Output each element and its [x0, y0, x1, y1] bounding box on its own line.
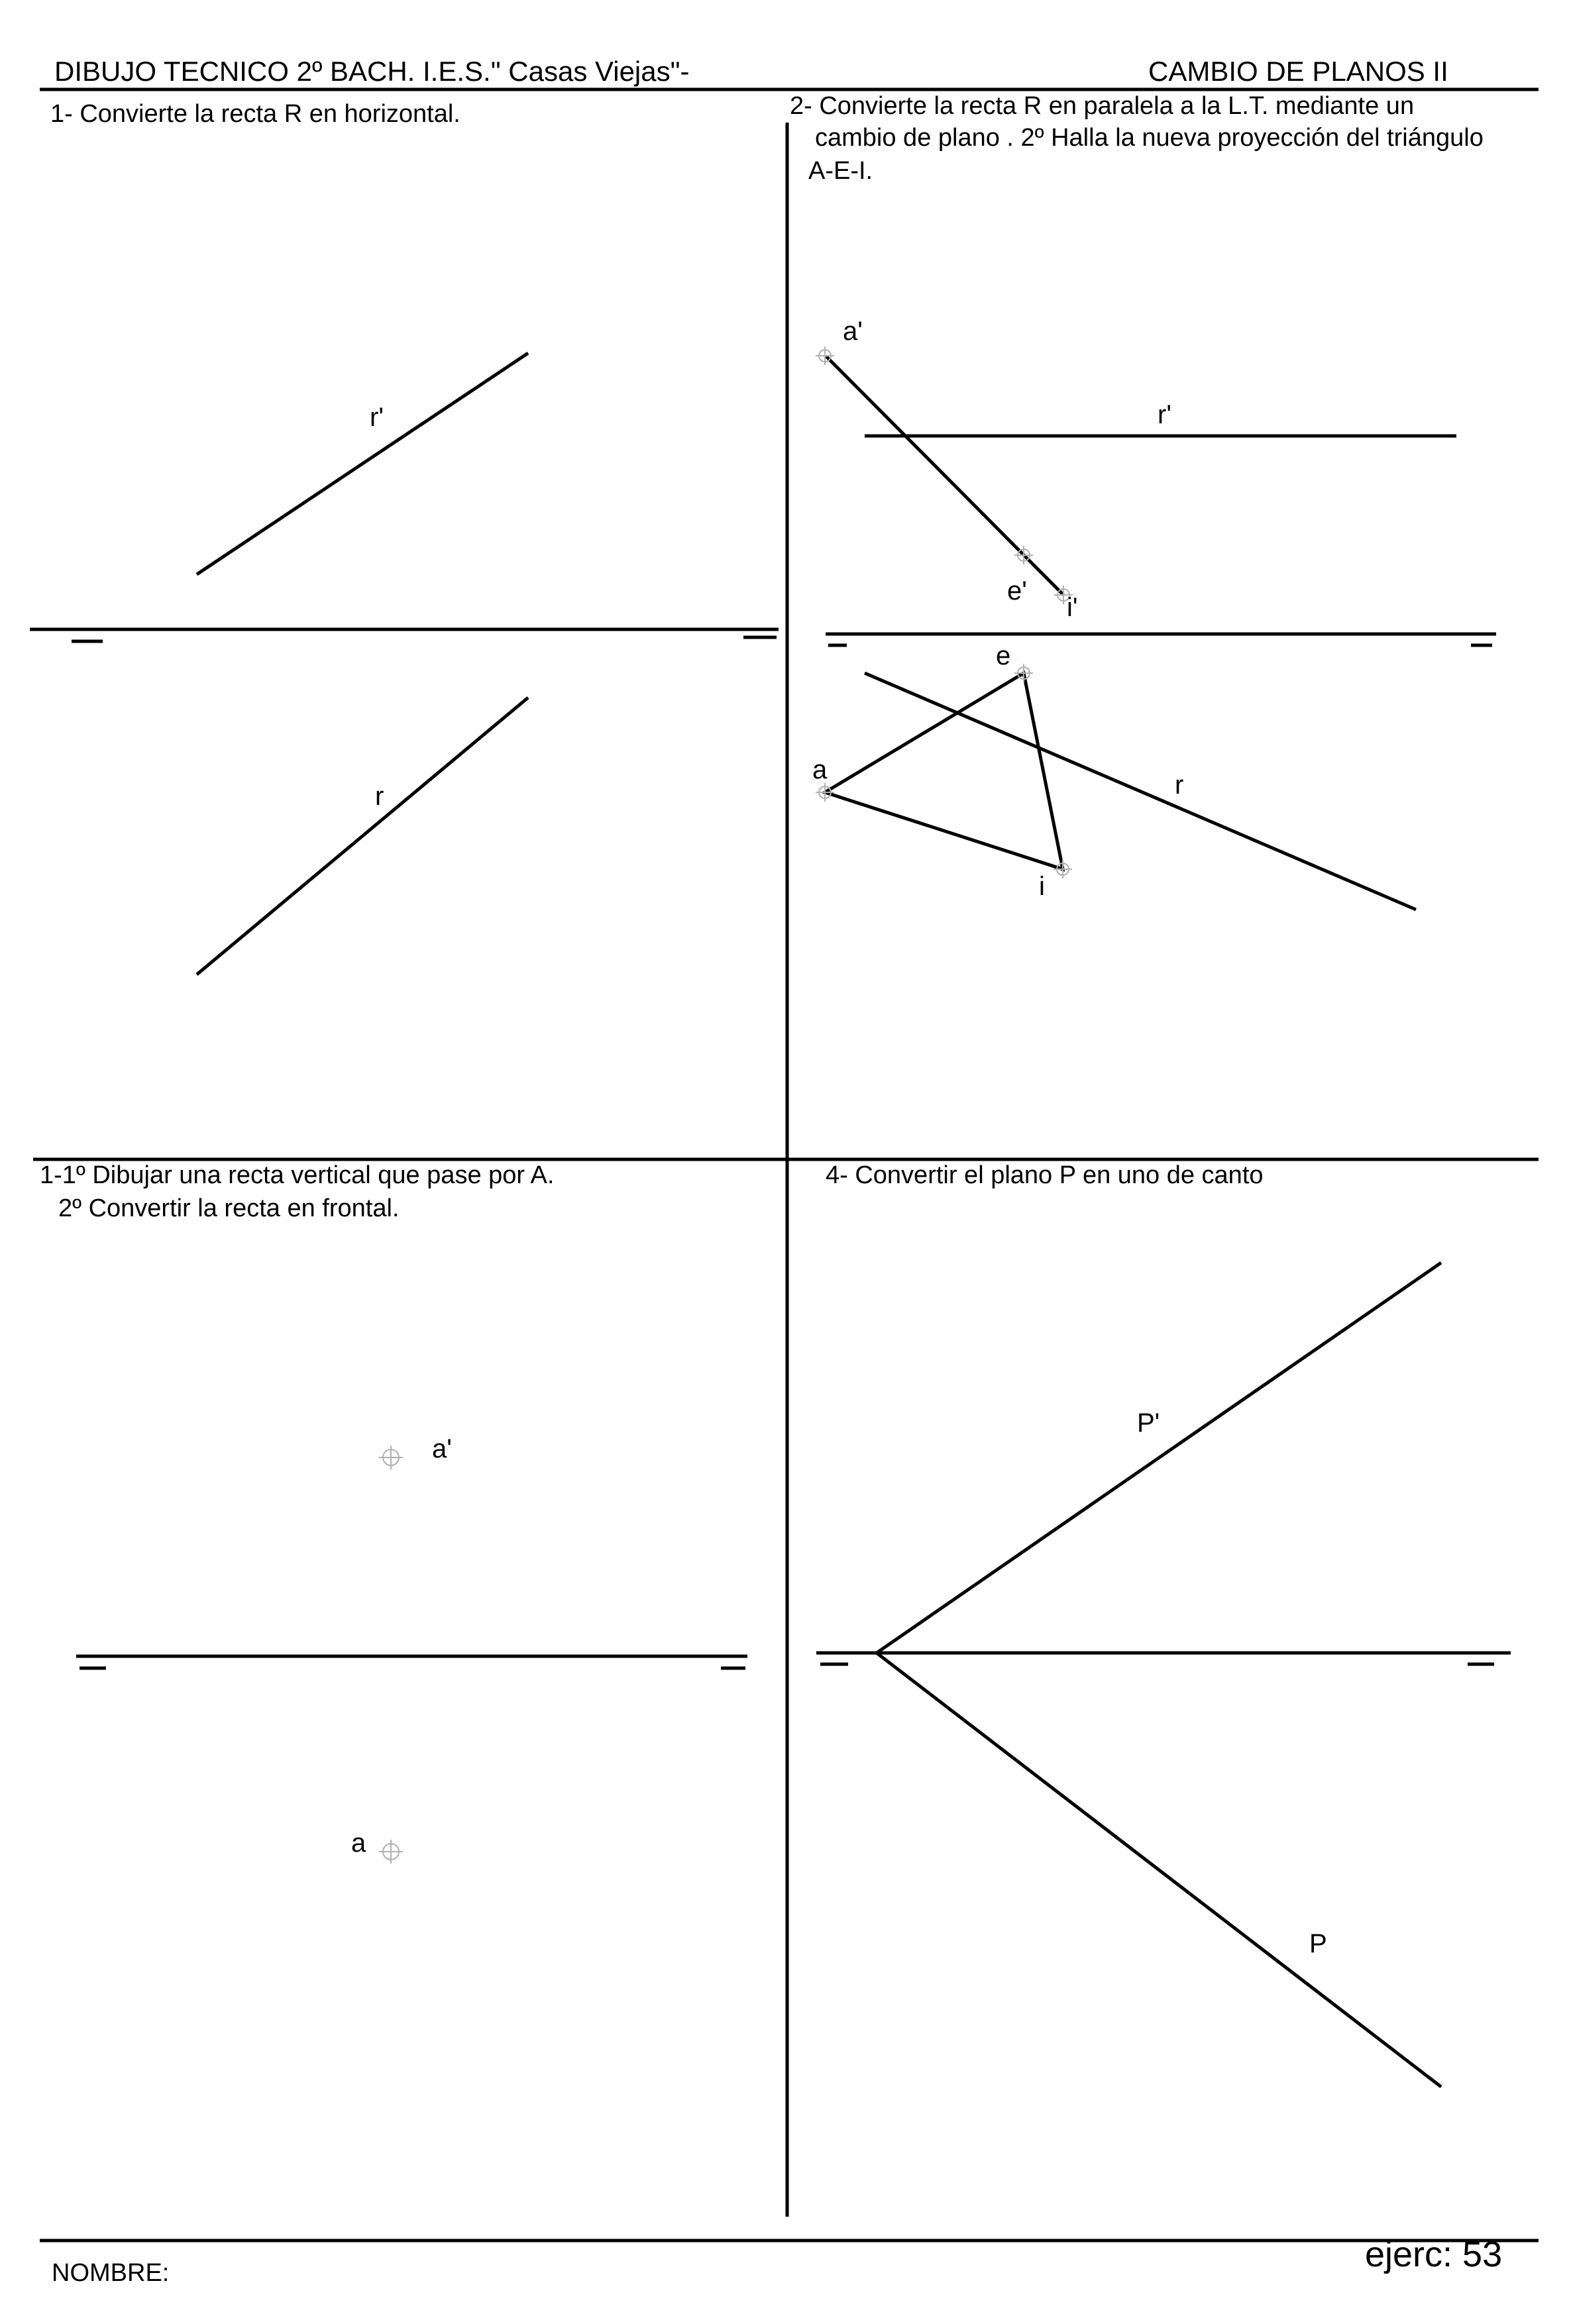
ex2-instruction-line2: cambio de plano . 2º Halla la nueva proyección del triángulo [815, 124, 1484, 152]
footer-name-label: NOMBRE: [52, 2259, 170, 2287]
ex2-label-a: a [812, 755, 828, 784]
ex1-instruction: 1- Convierte la recta R en horizontal. [50, 100, 460, 128]
ex2-label-e: e [996, 641, 1011, 670]
ex2-label-e-prime: e' [1007, 576, 1027, 606]
ex3-label-a: a [351, 1828, 366, 1858]
ex1-line-r [197, 698, 528, 975]
ex4-instruction: 4- Convertir el plano P en uno de canto [826, 1161, 1264, 1189]
ex4-label-p-prime: P' [1137, 1408, 1160, 1438]
ex1-line-r-prime [197, 353, 528, 574]
ex2-instruction-line3: A-E-I. [808, 157, 873, 185]
ex3-instruction-line1: 1-1º Dibujar una recta vertical que pase por A. [40, 1161, 555, 1189]
ex2-label-r: r [1175, 770, 1184, 800]
ex3-instruction-line2: 2º Convertir la recta en frontal. [58, 1194, 400, 1222]
ex3-point-marker-a-prime [379, 1446, 403, 1469]
ex4-label-p: P [1309, 1929, 1327, 1958]
header-left-title: DIBUJO TECNICO 2º BACH. I.E.S." Casas Viejas"- [54, 56, 690, 87]
ex2-label-r-prime: r' [1158, 400, 1171, 429]
ex2-point-marker-a [816, 783, 834, 802]
ex2-instruction-line1: 2- Convierte la recta R en paralela a la L.T. mediante un [790, 92, 1415, 120]
ex2-label-i: i [1039, 872, 1045, 901]
ex2-point-marker-e [1014, 664, 1033, 682]
ex3-label-a-prime: a' [432, 1434, 452, 1463]
ex1-label-r: r [375, 782, 384, 811]
ex2-triangle-aei [825, 673, 1063, 869]
ex4-trace-p-prime [877, 1263, 1441, 1653]
header-right-title: CAMBIO DE PLANOS II [1148, 56, 1448, 87]
ex3-point-marker-a [379, 1840, 403, 1864]
ex2-label-a-prime: a' [843, 317, 863, 346]
ex2-line-r [865, 673, 1416, 910]
ex2-point-marker-i [1054, 860, 1072, 878]
ex1-label-r-prime: r' [370, 403, 384, 432]
ex2-label-i-prime: i' [1067, 593, 1078, 622]
ex4-trace-p [877, 1653, 1441, 2087]
footer-exercise-number: ejerc: 53 [1365, 2235, 1503, 2274]
